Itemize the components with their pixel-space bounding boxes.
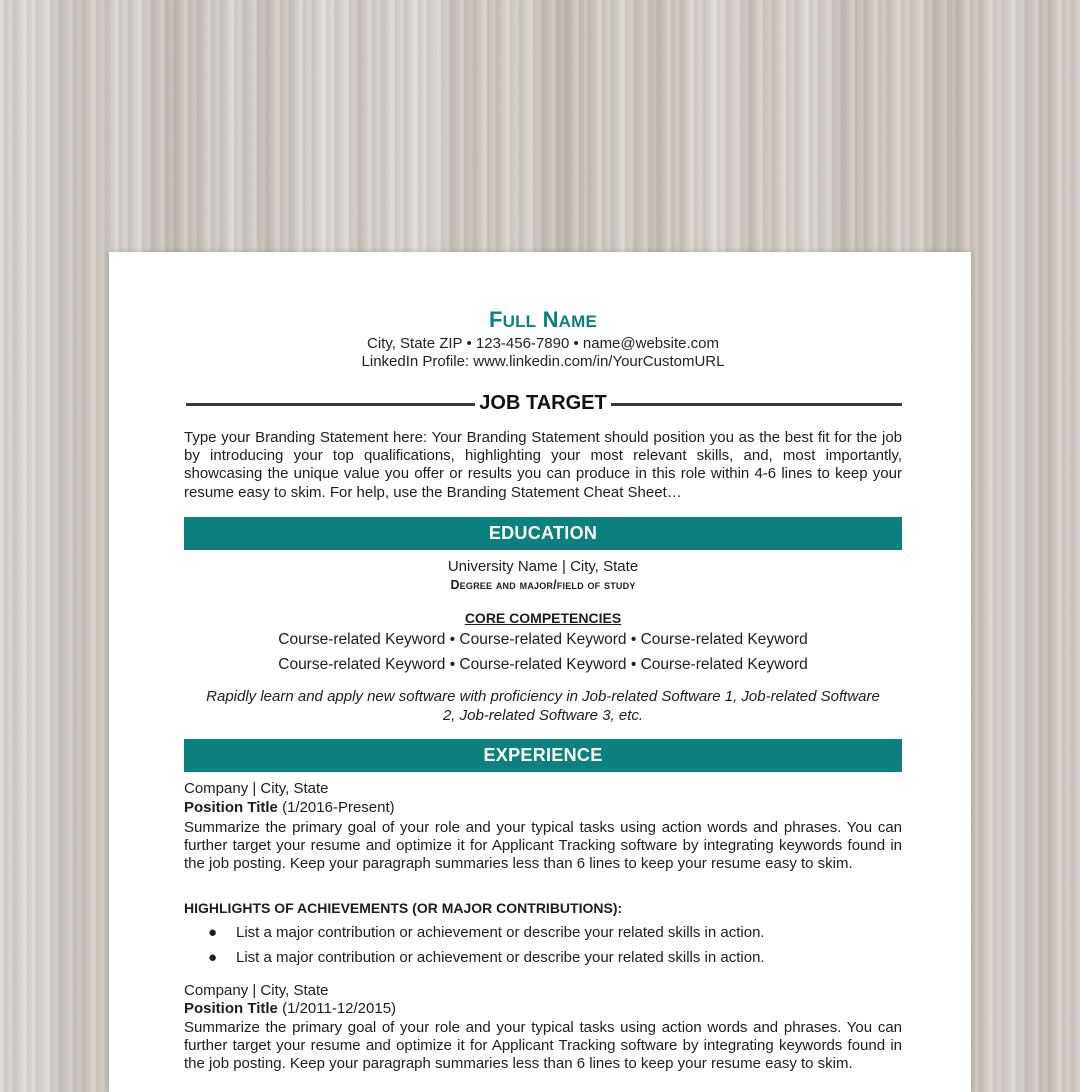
- name-rest-first: ULL: [502, 312, 537, 331]
- bullet-text: List a major contribution or achievement or describe your related skills in action.: [236, 949, 765, 966]
- job-1-company: Company | City, State: [184, 780, 329, 797]
- keywords-row-1: Course-related Keyword • Course-related Keyword • Course-related Keyword: [278, 631, 808, 648]
- job-2-company: Company | City, State: [184, 982, 329, 999]
- job-1-title-line: [184, 799, 902, 816]
- resume-content: [184, 252, 902, 1092]
- resume-page: [109, 252, 971, 1092]
- branding-statement: Type your Branding Statement here: Your Branding Statement should position you as the best fit for the job by introducing your top qualifications, highlighting your most relevant skills, and, most importantly, showcasing the unique value you offer or results you can produce in this role within 4-6 lines to keep your resume easy to skim. For help, use the Branding Statement Cheat Sheet…: [184, 429, 902, 501]
- bullet-icon: ●: [208, 949, 218, 966]
- name-initial-last: N: [542, 307, 559, 332]
- job-2-position: Position Title: [184, 1000, 278, 1017]
- bullet-text: List a major contribution or achievement or describe your related skills in action.: [236, 924, 765, 941]
- job-1-highlights-title: HIGHLIGHTS OF ACHIEVEMENTS (OR MAJOR CONTRIBUTIONS):: [184, 900, 623, 916]
- name-initial-first: F: [488, 307, 503, 332]
- software-proficiency: Rapidly learn and apply new software with proficiency in Job-related Software 1, Job-related Software 2, Job-related Software 3, etc.: [206, 688, 880, 724]
- job-1-position: Position Title: [184, 799, 278, 816]
- keywords-row-2: Course-related Keyword • Course-related Keyword • Course-related Keyword: [278, 656, 808, 673]
- bullet-icon: ●: [208, 924, 218, 941]
- name-rest-last: AME: [558, 312, 598, 331]
- experience-heading: EXPERIENCE: [184, 739, 902, 772]
- degree-line: Degree and major/field of study: [450, 578, 636, 592]
- list-item: [208, 949, 888, 966]
- linkedin-profile: LinkedIn Profile: www.linkedin.com/in/YourCustomURL: [361, 353, 725, 370]
- job-target-heading: [184, 392, 902, 416]
- job-1-summary: Summarize the primary goal of your role and your typical tasks using action words and phrases. You can further target your resume and optimize it for Applicant Tracking software by integrating keywords found in the job posting. Keep your paragraph summaries less than 6 lines to keep your resume easy to skim.: [184, 819, 902, 873]
- job-2-dates: (1/2011-12/2015): [282, 1000, 397, 1017]
- education-heading: EDUCATION: [184, 517, 902, 550]
- job-1-dates: (1/2016-Present): [282, 799, 395, 816]
- job-target-title: JOB TARGET: [475, 392, 610, 414]
- job-2-summary: Summarize the primary goal of your role and your typical tasks using action words and phrases. You can further target your resume and optimize it for Applicant Tracking software by integrating keywords found in the job posting. Keep your paragraph summaries less than 6 lines to keep your resume easy to skim.: [184, 1019, 902, 1073]
- university-line: University Name | City, State: [447, 558, 639, 575]
- core-competencies-title: CORE COMPETENCIES: [464, 610, 622, 626]
- full-name: [184, 307, 902, 333]
- contact-info: City, State ZIP • 123-456-7890 • name@website.com: [366, 335, 719, 352]
- job-2-title-line: [184, 1000, 902, 1017]
- list-item: [208, 924, 888, 941]
- job-target-title-wrap: [184, 392, 902, 415]
